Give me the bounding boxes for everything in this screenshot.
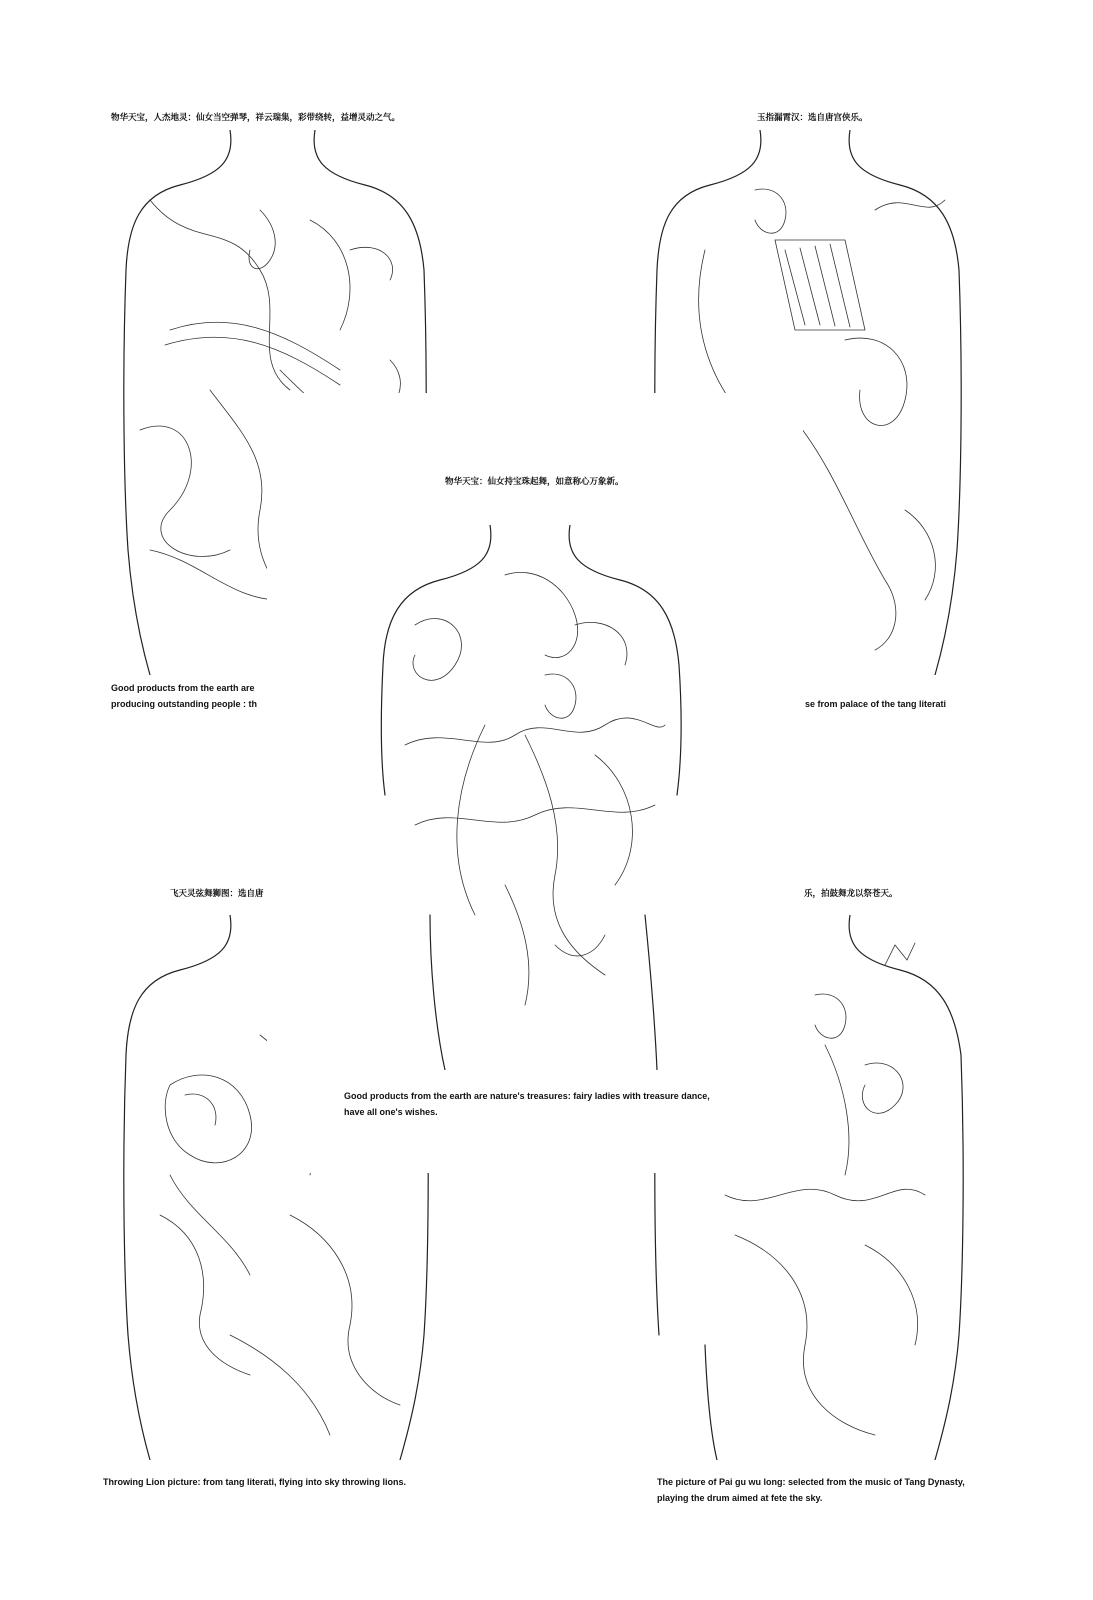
top-left-caption-line1: Good products from the earth are: [111, 683, 255, 693]
bottom-left-title: 飞天灵弦舞狮图：选自唐: [170, 888, 264, 898]
bottom-right-title: 乐，拍鼓舞龙以祭苍天。: [804, 888, 898, 898]
top-right-caption-line1: se from palace of the tang literati: [805, 699, 947, 709]
center-title: 物华天宝：仙女持宝珠起舞，如意称心万象新。: [445, 476, 624, 486]
bottom-right-caption-line1: The picture of Pai gu wu long: selected from the music of Tang Dynasty,: [657, 1477, 965, 1487]
top-right-title: 玉指漏霄汉：选自唐宫侠乐。: [757, 112, 868, 122]
fairy-with-dragon-tattoo-icon: [375, 525, 690, 1070]
bottom-right-caption-line2: playing the drum aimed at fete the sky.: [657, 1493, 823, 1503]
top-left-caption-line2: producing outstanding people : th: [111, 699, 257, 709]
top-left-title: 物华天宝，人杰地灵：仙女当空弹琴，祥云瑞集，彩带绕转，益增灵动之气。: [111, 112, 401, 122]
center-caption-line2: have all one's wishes.: [344, 1107, 438, 1117]
center-caption-line1: Good products from the earth are nature's treasures: fairy ladies with treasure dance,: [344, 1091, 710, 1101]
bottom-left-caption-line1: Throwing Lion picture: from tang literati, flying into sky throwing lions.: [103, 1477, 406, 1487]
